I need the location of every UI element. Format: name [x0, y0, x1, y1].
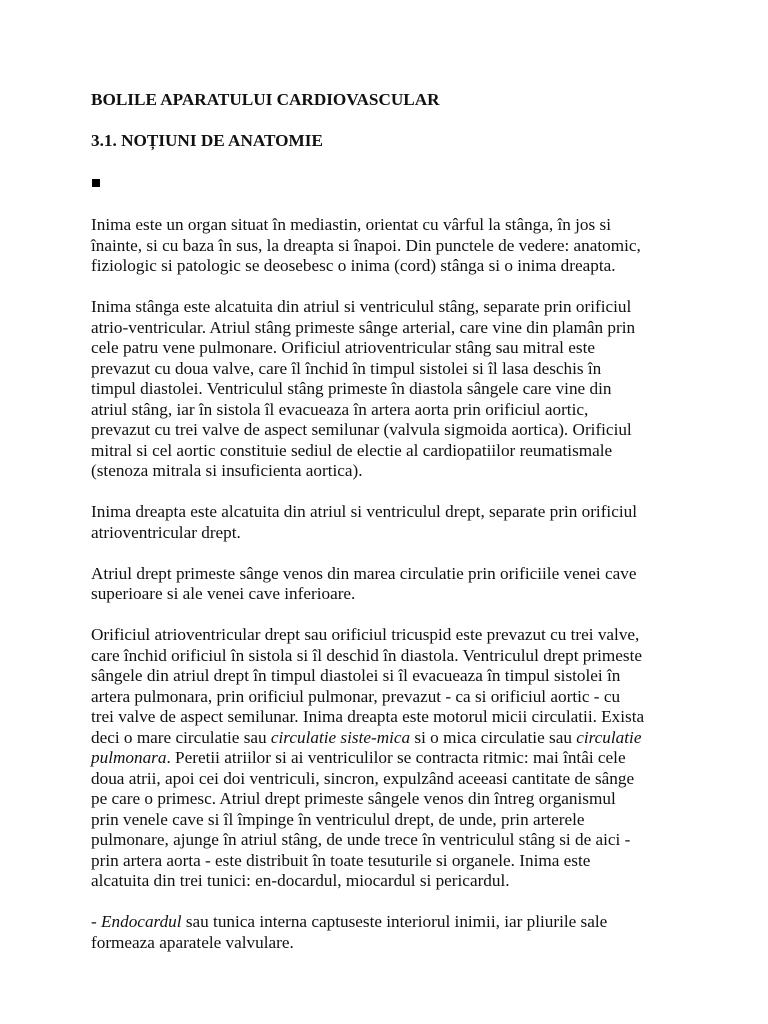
paragraph-text: Inima dreapta este alcatuita din atriul si ventriculul drept, separate prin orificiul atrioventricular drept.: [91, 502, 637, 542]
body-text: [91, 215, 711, 953]
paragraph-text: Atriul drept primeste sânge venos din marea circulatie prin orificiile venei cave superioare si ale venei cave inferioare.: [91, 563, 637, 603]
square-bullet-icon: [92, 179, 100, 187]
paragraph: [91, 912, 711, 953]
paragraph-text: sau tunica interna captuseste interiorul inimii, iar pliurile sale formeaza aparatele valvulare.: [91, 912, 608, 952]
paragraph-text: . Peretii atriilor si ai ventriculilor se contracta ritmic: mai întâi cele doua atrii, apoi cei doi ventriculi, sincron, expulzând aceeasi cantitate de sânge pe care o primesc. Atriul drept primeste sângele venos din întreg organismul prin venele cave si îl împinge în ventriculul drept, de unde, prin arterele pulmonare, ajunge în atriul stâng, de unde trece în ventriculul stâng si de aici - prin artera aorta - este distribuit în toate tesuturile si organele. Inima este alcatuita din trei tunici: en-docardul, miocardul si pericardul.: [91, 748, 635, 890]
italic-term: Endocardul: [101, 912, 182, 931]
document-page: [91, 90, 711, 974]
paragraph: [91, 564, 711, 605]
paragraph: [91, 625, 711, 892]
italic-term: circulatie siste-mica: [270, 727, 411, 747]
italic-term: circulatie pulmonara: [91, 727, 642, 767]
bullet-marker: [91, 173, 711, 193]
section-heading: 3.1. NOȚIUNI DE ANATOMIE: [91, 130, 323, 150]
paragraph: [91, 215, 711, 277]
paragraph-text: Inima stânga este alcatuita din atriul si ventriculul stâng, separate prin orificiul atrio-ventricular. Atriul stâng primeste sânge arterial, care vine din plamân prin cele patru vene pulmonare. Orificiul atrioventricular stâng sau mitral este prevazut cu doua valve, care îl închid în timpul sistolei si îl lasa deschis în timpul diastolei. Ventriculul stâng primeste în diastola sângele care vine din atriul stâng, iar în sistola îl evacueaza în artera aorta prin orificiul aortic, prevazut cu trei valve de aspect semilunar (valvula sigmoida aortica). Orificiul mitral si cel aortic constituie sediul de electie al cardiopatiilor reumatismale (stenoza mitrala si insuficienta aortica).: [91, 297, 636, 480]
paragraph-text: si o mica circulatie sau: [410, 727, 577, 747]
paragraph: [91, 502, 711, 543]
paragraph: [91, 297, 711, 482]
paragraph-text: -: [91, 912, 102, 931]
document-title: BOLILE APARATULUI CARDIOVASCULAR: [91, 90, 440, 109]
paragraph-text: Inima este un organ situat în mediastin, orientat cu vârful la stânga, în jos si înainte, si cu baza în sus, la dreapta si înapoi. Din punctele de vedere: anatomic, fiziologic si patologic se deosebesc o inima (cord) stânga si o inima dreapta.: [91, 215, 641, 275]
paragraph-text: Orificiul atrioventricular drept sau orificiul tricuspid este prevazut cu trei valve, care închid orificiul în sistola si îl deschid în diastola. Ventriculul drept primeste sângele din atriul drept în timpul diastolei si îl evacueaza în timpul sistolei în artera pulmonara, prin orificiul pulmonar, prevazut - ca si orificiul aortic - cu trei valve de aspect semilunar. Inima dreapta este motorul micii circulatii. Exista deci o mare circulatie sau: [91, 625, 645, 747]
